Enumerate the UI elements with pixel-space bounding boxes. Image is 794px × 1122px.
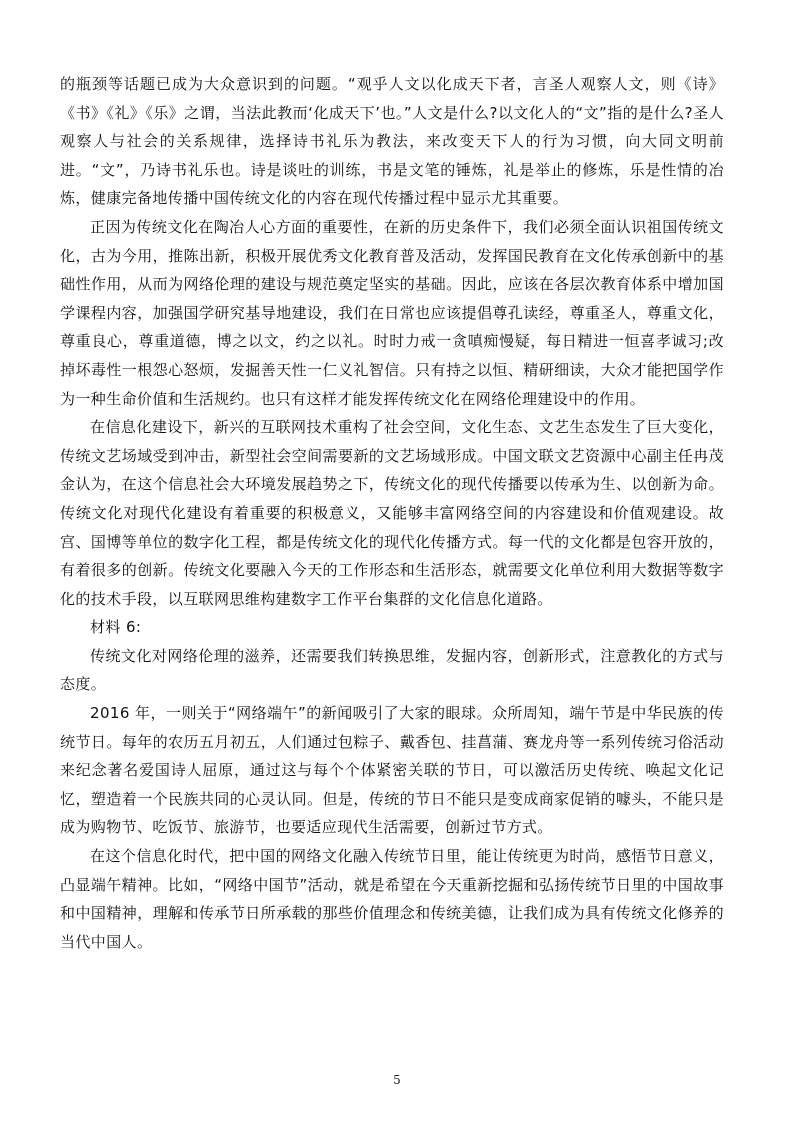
material-heading: 材料 6: bbox=[90, 618, 142, 637]
paragraph-informatization: 在信息化建设下，新兴的互联网技术重构了社会空间，文化生态、文艺生态发生了巨大变化，传统文艺场域受到冲击，新型社会空间需要新的文艺场域形成。中国文联文艺资源中心副主任冉茂金认为，在这个信息社会大环境发展趋势之下，传统文化的现代传播要以传承为生、以创新为命。传统文化对现代化建设有着重要的积极意义，又能够丰富网络空间的内容建设和价值观建设。故宫、国博等单位的数字化工程，都是传统文化的现代化传播方式。每一代的文化都是包容开放的，有着很多的创新。传统文化要融入今天的工作形态和生活形态，就需要文化单位利用大数据等数字化的技术手段，以互联网思维构建数字工作平台集群的文化信息化道路。 bbox=[60, 418, 724, 608]
paragraph-traditional-culture-importance: 正因为传统文化在陶冶人心方面的重要性，在新的历史条件下，我们必须全面认识祖国传统文化，古为今用，推陈出新，积极开展优秀文化教育普及活动，发挥国民教育在文化传承创新中的基础性作用，从而为网络伦理的建设与规范奠定坚实的基础。因此，应该在各层次教育体系中增加国学课程内容，加强国学研究基导地建设，我们在日常也应该提倡尊孔读经，尊重圣人，尊重文化，尊重良心，尊重道德，博之以文，约之以礼。时时力戒一贪嗔痴慢疑，每日精进一恒喜孝诚习;改掉坏毒性一根怨心怒烦，发掘善天性一仁义礼智信。只有持之以恒、精研细读，大众才能把国学作为一种生命价值和生活规约。也只有这样才能发挥传统文化在网络伦理建设中的作用。 bbox=[60, 217, 724, 408]
paragraph-dragon-boat-news: 2016 年，一则关于“网络端午”的新闻吸引了大家的眼球。众所周知，端午节是中华民族的传统节日。每年的农历五月初五，人们通过包粽子、戴香包、挂菖蒲、赛龙舟等一系列传统习俗活动来纪念著名爱国诗人屈原，通过这与每个个体紧密关联的节日，可以激活历史传统、唤起文化记忆，塑造着一个民族共同的心灵认同。但是，传统的节日不能只是变成商家促销的噱头，不能只是成为购物节、吃饭节、旅游节，也要适应现代生活需要，创新过节方式。 bbox=[60, 704, 724, 837]
page-number: 5 bbox=[393, 1073, 401, 1087]
paragraph-continuation: 的瓶颈等话题已成为大众意识到的问题。“观乎人文以化成天下者，言圣人观察人文，则《诗》《书》《礼》《乐》之谓，当法此教而‘化成天下’也。”人文是什么?以文化人的“文”指的是什么?圣人观察人与社会的关系规律，选择诗书礼乐为教法，来改变天下人的行为习惯，向大同文明前进。“文”，乃诗书礼乐也。诗是谈吐的训练，书是文笔的锤炼，礼是举止的修炼，乐是性情的冶炼，健康完备地传播中国传统文化的内容在现代传播过程中显示尤其重要。 bbox=[60, 75, 724, 208]
document-body bbox=[60, 70, 724, 956]
paragraph-internet-festival: 在这个信息化时代，把中国的网络文化融入传统节日里，能让传统更为时尚，感悟节日意义，凸显端午精神。比如，“网络中国节”活动，就是希望在今天重新挖掘和弘扬传统节日里的中国故事和中国精神，理解和传承节日所承载的那些价值理念和传统美德，让我们成为具有传统文化修养的当代中国人。 bbox=[60, 847, 724, 951]
paragraph-nourishment: 传统文化对网络伦理的滋养，还需要我们转换思维，发掘内容，创新形式，注意教化的方式与态度。 bbox=[60, 646, 724, 694]
